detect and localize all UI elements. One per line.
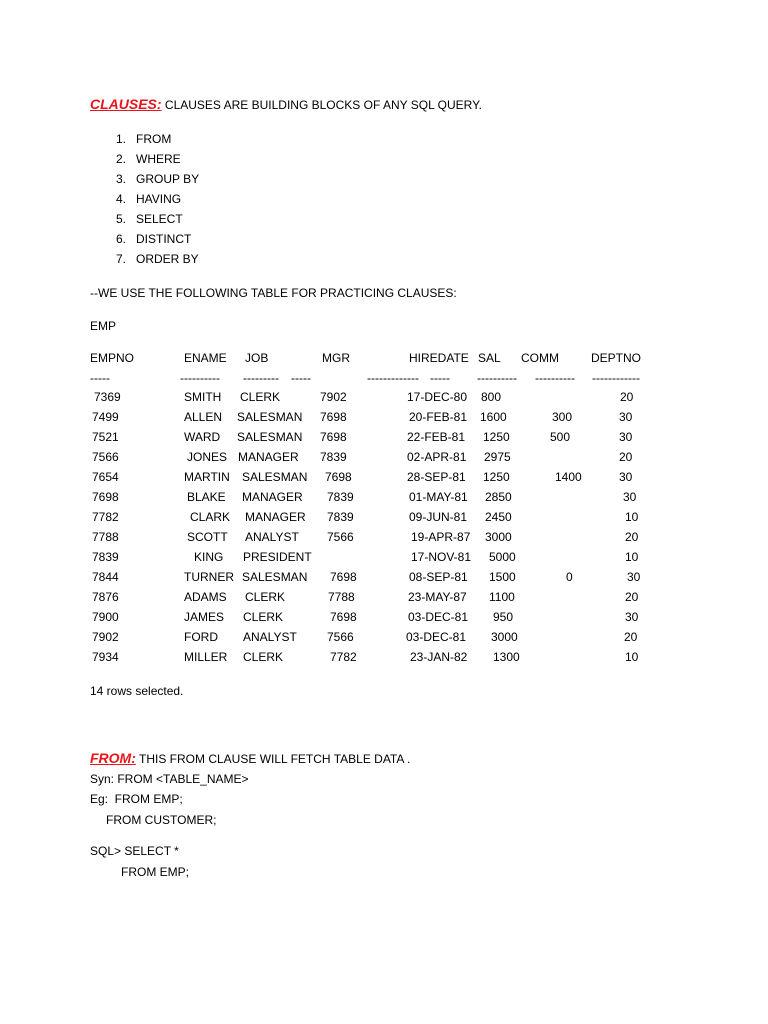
cell-ename: BLAKE bbox=[187, 490, 226, 504]
cell-ename: KING bbox=[194, 550, 224, 564]
cell-mgr: 7839 bbox=[327, 510, 354, 524]
cell-empno: 7934 bbox=[92, 650, 119, 664]
cell-job: SALESMAN bbox=[242, 570, 308, 584]
table-name: EMP bbox=[90, 319, 117, 333]
clause-number: 4. bbox=[115, 192, 126, 206]
cell-mgr: 7698 bbox=[320, 430, 347, 444]
cell-hiredate: 20-FEB-81 bbox=[409, 410, 468, 424]
clause-label: GROUP BY bbox=[136, 172, 200, 186]
cell-comm: 0 bbox=[566, 570, 573, 584]
cell-ename: MILLER bbox=[184, 650, 228, 664]
cell-sal: 1500 bbox=[489, 570, 516, 584]
cell-sal: 2450 bbox=[485, 510, 512, 524]
cell-hiredate: 01-MAY-81 bbox=[409, 490, 468, 504]
intro-line bbox=[90, 97, 482, 112]
cell-mgr: 7698 bbox=[320, 410, 347, 424]
header-underline: ----- bbox=[430, 371, 450, 385]
cell-empno: 7369 bbox=[94, 390, 121, 404]
cell-deptno: 30 bbox=[623, 490, 637, 504]
cell-ename: ALLEN bbox=[184, 410, 223, 424]
from-example-2: FROM CUSTOMER; bbox=[106, 813, 217, 827]
clauses-intro-text: CLAUSES ARE BUILDING BLOCKS OF ANY SQL QUERY. bbox=[161, 98, 482, 112]
cell-deptno: 30 bbox=[619, 470, 633, 484]
clause-label: FROM bbox=[136, 132, 172, 146]
clauses-heading: CLAUSES: bbox=[90, 96, 162, 112]
cell-empno: 7902 bbox=[92, 630, 119, 644]
cell-job: CLERK bbox=[240, 390, 281, 404]
cell-empno: 7654 bbox=[92, 470, 119, 484]
cell-deptno: 30 bbox=[619, 410, 633, 424]
header-underline: ---------- bbox=[180, 371, 220, 385]
cell-ename: MARTIN bbox=[184, 470, 230, 484]
header-underline: ----- bbox=[291, 371, 311, 385]
header-underline: ------------- bbox=[367, 371, 419, 385]
cell-hiredate: 08-SEP-81 bbox=[409, 570, 468, 584]
cell-hiredate: 03-DEC-81 bbox=[408, 610, 469, 624]
cell-deptno: 30 bbox=[619, 430, 633, 444]
cell-sal: 1600 bbox=[480, 410, 507, 424]
cell-deptno: 10 bbox=[625, 510, 639, 524]
cell-sal: 3000 bbox=[491, 630, 518, 644]
sql-line-2: FROM EMP; bbox=[121, 865, 189, 879]
cell-sal: 1100 bbox=[489, 590, 515, 604]
cell-hiredate: 09-JUN-81 bbox=[409, 510, 468, 524]
cell-mgr: 7566 bbox=[327, 530, 354, 544]
cell-comm: 300 bbox=[552, 410, 573, 424]
from-description: THIS FROM CLAUSE WILL FETCH TABLE DATA . bbox=[135, 752, 411, 766]
cell-sal: 2850 bbox=[485, 490, 512, 504]
cell-mgr: 7839 bbox=[327, 490, 354, 504]
cell-deptno: 20 bbox=[620, 390, 634, 404]
cell-deptno: 10 bbox=[625, 550, 639, 564]
cell-mgr: 7566 bbox=[327, 630, 354, 644]
cell-mgr: 7839 bbox=[320, 450, 347, 464]
cell-deptno: 20 bbox=[624, 630, 638, 644]
header-underline: ------------ bbox=[592, 371, 640, 385]
clause-number: 3. bbox=[115, 172, 126, 186]
cell-hiredate: 17-NOV-81 bbox=[411, 550, 472, 564]
header-empno: EMPNO bbox=[90, 351, 135, 365]
cell-sal: 1300 bbox=[493, 650, 520, 664]
cell-ename: WARD bbox=[184, 430, 221, 444]
from-syntax: Syn: FROM <TABLE_NAME> bbox=[90, 772, 249, 786]
cell-hiredate: 23-MAY-87 bbox=[408, 590, 467, 604]
cell-deptno: 30 bbox=[627, 570, 641, 584]
rows-selected: 14 rows selected. bbox=[90, 684, 184, 698]
from-heading: FROM: bbox=[90, 750, 136, 766]
clause-number: 2. bbox=[115, 152, 126, 166]
header-comm: COMM bbox=[521, 351, 559, 365]
header-underline: ----- bbox=[90, 371, 110, 385]
cell-comm: 1400 bbox=[555, 470, 582, 484]
cell-deptno: 20 bbox=[625, 530, 639, 544]
cell-empno: 7900 bbox=[92, 610, 119, 624]
cell-mgr: 7788 bbox=[328, 590, 355, 604]
cell-hiredate: 22-FEB-81 bbox=[407, 430, 466, 444]
header-mgr: MGR bbox=[322, 351, 350, 365]
cell-job: SALESMAN bbox=[237, 430, 303, 444]
clause-number: 6. bbox=[115, 232, 126, 246]
cell-job: ANALYST bbox=[243, 630, 297, 644]
header-underline: --------- bbox=[243, 371, 279, 385]
cell-ename: TURNER bbox=[184, 570, 234, 584]
cell-empno: 7698 bbox=[92, 490, 119, 504]
cell-deptno: 20 bbox=[619, 450, 633, 464]
cell-empno: 7788 bbox=[92, 530, 119, 544]
header-ename: ENAME bbox=[184, 351, 227, 365]
cell-comm: 500 bbox=[550, 430, 571, 444]
cell-mgr: 7698 bbox=[330, 570, 357, 584]
sql-line-1: SQL> SELECT * bbox=[90, 844, 179, 858]
clause-label: ORDER BY bbox=[136, 252, 199, 266]
cell-deptno: 30 bbox=[625, 610, 639, 624]
cell-job: MANAGER bbox=[242, 490, 303, 504]
cell-sal: 1250 bbox=[483, 470, 510, 484]
cell-empno: 7839 bbox=[92, 550, 119, 564]
header-deptno: DEPTNO bbox=[591, 351, 642, 365]
header-underline: ---------- bbox=[535, 371, 575, 385]
cell-job: SALESMAN bbox=[237, 410, 303, 424]
cell-job: MANAGER bbox=[245, 510, 306, 524]
header-underline: ---------- bbox=[477, 371, 517, 385]
cell-ename: CLARK bbox=[190, 510, 231, 524]
cell-sal: 1250 bbox=[483, 430, 510, 444]
cell-empno: 7782 bbox=[92, 510, 119, 524]
from-heading-line bbox=[90, 751, 410, 766]
cell-hiredate: 03-DEC-81 bbox=[406, 630, 467, 644]
clause-number: 1. bbox=[115, 132, 126, 146]
cell-hiredate: 02-APR-81 bbox=[407, 450, 467, 464]
cell-hiredate: 17-DEC-80 bbox=[407, 390, 468, 404]
clause-label: WHERE bbox=[136, 152, 181, 166]
cell-ename: SCOTT bbox=[187, 530, 228, 544]
table-note: --WE USE THE FOLLOWING TABLE FOR PRACTICING CLAUSES: bbox=[90, 286, 457, 300]
cell-job: SALESMAN bbox=[242, 470, 308, 484]
cell-empno: 7499 bbox=[92, 410, 119, 424]
clause-label: DISTINCT bbox=[136, 232, 192, 246]
cell-mgr: 7698 bbox=[330, 610, 357, 624]
from-example-1: Eg: FROM EMP; bbox=[90, 792, 183, 806]
cell-sal: 800 bbox=[481, 390, 502, 404]
cell-hiredate: 23-JAN-82 bbox=[410, 650, 468, 664]
cell-ename: FORD bbox=[184, 630, 218, 644]
header-job: JOB bbox=[245, 351, 269, 365]
cell-hiredate: 28-SEP-81 bbox=[407, 470, 466, 484]
cell-empno: 7876 bbox=[92, 590, 119, 604]
cell-sal: 5000 bbox=[489, 550, 516, 564]
clause-label: SELECT bbox=[136, 212, 183, 226]
cell-deptno: 10 bbox=[625, 650, 639, 664]
cell-hiredate: 19-APR-87 bbox=[411, 530, 471, 544]
cell-mgr: 7902 bbox=[320, 390, 347, 404]
cell-mgr: 7698 bbox=[325, 470, 352, 484]
cell-job: CLERK bbox=[245, 590, 286, 604]
cell-empno: 7566 bbox=[92, 450, 119, 464]
cell-sal: 2975 bbox=[484, 450, 511, 464]
clause-number: 7. bbox=[115, 252, 126, 266]
cell-ename: SMITH bbox=[184, 390, 222, 404]
header-hiredate: HIREDATE bbox=[409, 351, 469, 365]
clause-number: 5. bbox=[115, 212, 126, 226]
cell-job: CLERK bbox=[243, 610, 284, 624]
cell-job: ANALYST bbox=[245, 530, 299, 544]
cell-sal: 3000 bbox=[485, 530, 512, 544]
header-sal: SAL bbox=[478, 351, 501, 365]
cell-deptno: 20 bbox=[625, 590, 639, 604]
cell-mgr: 7782 bbox=[330, 650, 357, 664]
clause-label: HAVING bbox=[136, 192, 182, 206]
cell-ename: JONES bbox=[187, 450, 228, 464]
cell-sal: 950 bbox=[493, 610, 514, 624]
cell-empno: 7844 bbox=[92, 570, 119, 584]
cell-ename: ADAMS bbox=[184, 590, 227, 604]
cell-job: CLERK bbox=[243, 650, 284, 664]
cell-empno: 7521 bbox=[92, 430, 119, 444]
cell-job: MANAGER bbox=[238, 450, 299, 464]
cell-ename: JAMES bbox=[184, 610, 225, 624]
cell-job: PRESIDENT bbox=[243, 550, 312, 564]
